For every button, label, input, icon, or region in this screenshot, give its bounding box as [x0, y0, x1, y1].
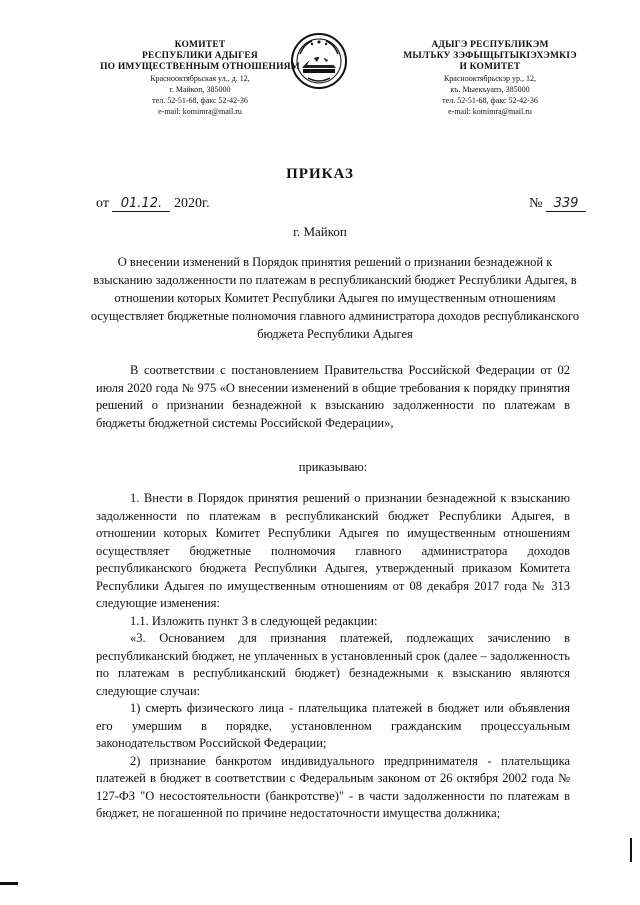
item-1-paragraph: 1. Внести в Порядок принятия решений о признании безнадежной к взысканию задолженности по платежам в республиканский бюджет Республики Адыгея, в отношении которых Комитет Республики Адыгея по имущественным отношениям осуществляет бюджетные полномочия главного администратора доходов республиканского бюджета Республики Адыгея, утвержденный приказом Комитета Республики Адыгея по имущественным отношениям от 08 декабря 2017 года № 313 следующие изменения: — [96, 491, 570, 610]
header-right-line1: АДЫГЭ РЕСПУБЛИКЭМ — [431, 40, 549, 50]
header-right-phone: тел. 52-51-68, факс 52-42-36 — [442, 96, 538, 105]
date-field — [96, 196, 210, 212]
order-items-block — [96, 490, 570, 823]
header-right-line2: МЫЛЪКУ ЗЭФЫЩЫТЫКІЭХЭМКІЭ — [403, 51, 577, 61]
header-left-line1: КОМИТЕТ — [174, 40, 226, 50]
order-subject: О внесении изменений в Порядок принятия решений о признании безнадежной к взысканию задолженности по платежам в республиканский бюджет Республики Адыгея, в отношении которых Комитет Республики Адыгея по имущественным отношениям осуществляет бюджетные полномочия главного администратора доходов республиканского бюджета Республики Адыгея — [90, 255, 580, 341]
city-line: г. Майкоп — [293, 224, 347, 239]
header-right-email: e-mail: komimra@mail.ru — [448, 107, 532, 116]
header-right-address1: Краснооктябрьскэр ур., 12, — [443, 74, 537, 83]
item-1-1-paragraph: 1.1. Изложить пункт 3 в следующей редакции: — [130, 613, 378, 628]
header-right-line3: И КОМИТЕТ — [459, 62, 521, 72]
header-right-address2: къ. Мыекъуапэ, 385000 — [450, 85, 530, 94]
handwritten-date: 01.12. — [112, 197, 170, 212]
date-prefix: от — [96, 196, 109, 211]
header-left-line2: РЕСПУБЛИКИ АДЫГЕЯ — [142, 51, 258, 61]
coat-of-arms-icon — [290, 32, 348, 90]
case-1-paragraph: 1) смерть физического лица - плательщика платежей в бюджет или объявления его умершим в порядке, установленном гражданским процессуальным законодательством Российской Федерации; — [96, 701, 570, 750]
handwritten-number: 339 — [546, 197, 586, 212]
scan-mark-right — [630, 838, 632, 862]
header-left-email: e-mail: komimra@mail.ru — [158, 107, 242, 116]
header-left-line3: ПО ИМУЩЕСТВЕННЫМ ОТНОШЕНИЯМ — [100, 62, 300, 72]
order-word: приказываю: — [298, 460, 368, 474]
case-2-paragraph: 2) признание банкротом индивидуального предпринимателя - плательщика платежей в бюджет в соответствии с Федеральным законом от 26 октября 2002 года № 127-ФЗ "О несостоятельности (банкротстве)" - в части задолженности по платежам в бюджет, не погашенной по причине недостаточности имущества должника; — [96, 753, 570, 820]
quote-3-paragraph: «3. Основанием для признания платежей, подлежащих зачислению в республиканский бюджет, не уплаченных в установленный срок (далее – задолженность по платежам в республиканский бюджет) безнадежными к взысканию являются следующие случаи: — [96, 631, 570, 698]
order-number-field — [529, 196, 586, 212]
header-left-block — [100, 40, 300, 117]
preamble-paragraph: В соответствии с постановлением Правительства Российской Федерации от 02 июля 2020 года № 975 «О внесении изменений в общие требования к порядку принятия решений о признании безнадежной к взысканию задолженности по платежам в бюджеты бюджетной системы Российской Федерации», — [96, 363, 570, 430]
number-prefix: № — [529, 196, 543, 211]
preamble-block — [96, 362, 570, 432]
scan-mark-left — [0, 882, 18, 885]
header-left-phone: тел. 52-51-68, факс 52-42-36 — [152, 96, 248, 105]
header-left-address1: Краснооктябрьская ул., д. 12, — [150, 74, 250, 83]
header-right-block — [395, 40, 585, 117]
document-title: ПРИКАЗ — [286, 166, 354, 182]
date-year: 2020г. — [173, 196, 210, 211]
header-left-address2: г. Майкоп, 385000 — [169, 85, 231, 94]
